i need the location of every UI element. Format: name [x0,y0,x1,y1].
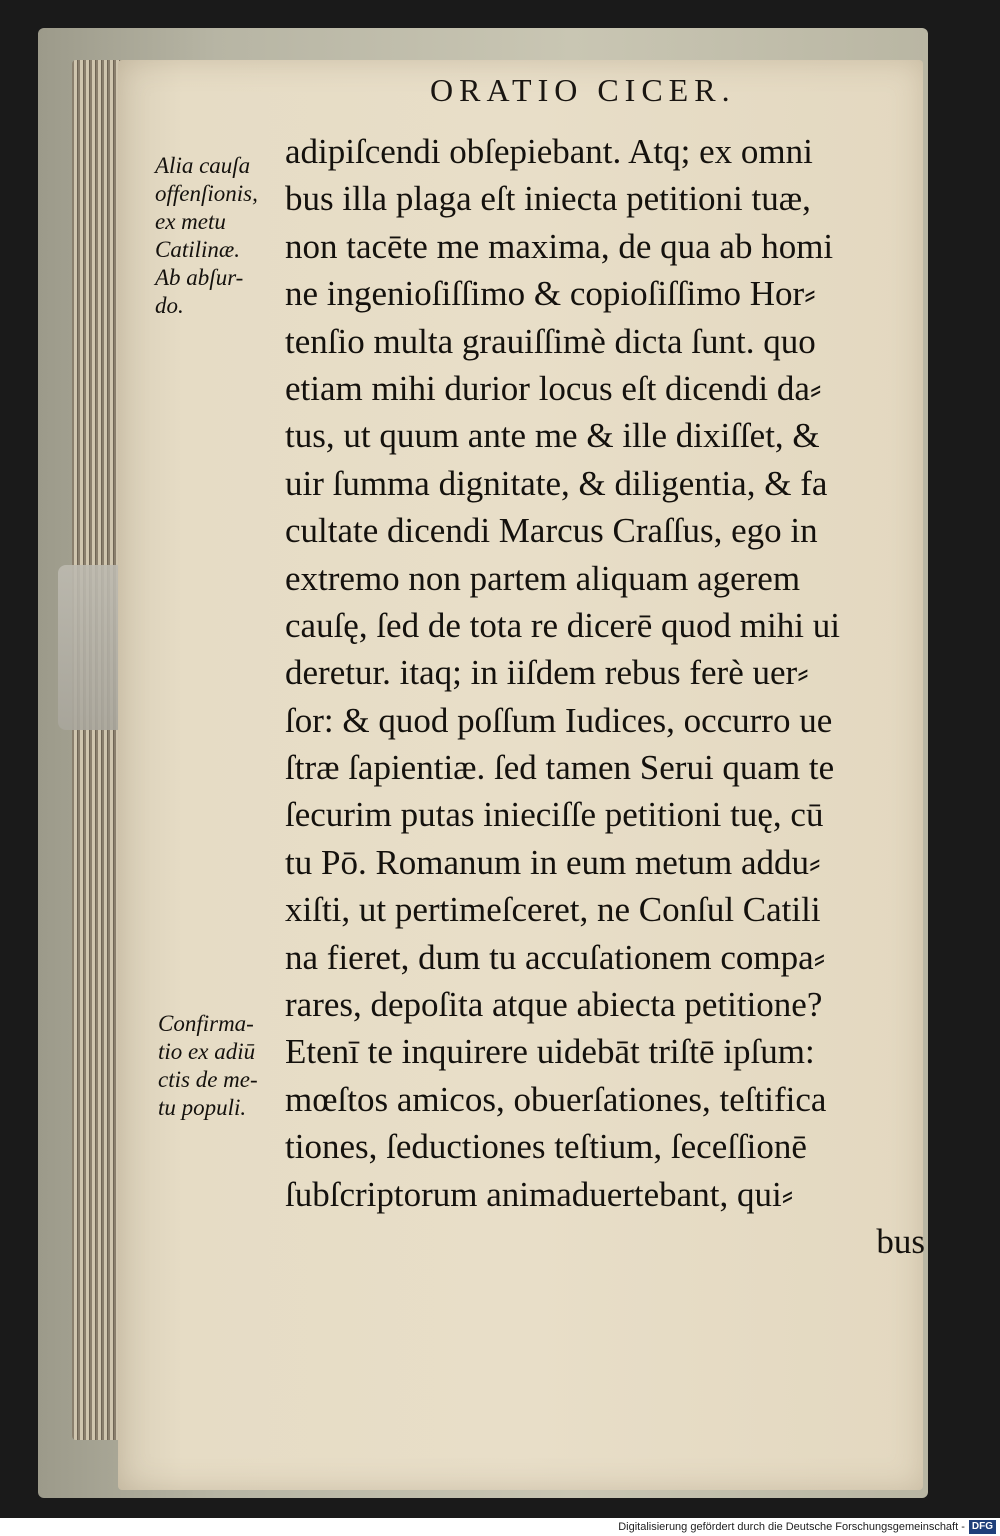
margin-line: Confirma- [158,1011,254,1036]
running-head: ORATIO CICER. [430,72,736,108]
text-line: tenſio multa grauiſſimè dicta ſunt. quo [285,321,816,361]
text-line: tu Pō. Romanum in eum metum addu⸗ [285,842,821,882]
margin-line: Catilinæ. [155,237,240,262]
margin-line: tu populi. [158,1095,247,1120]
margin-line: tio ex adiū [158,1039,256,1064]
margin-line: do. [155,293,184,318]
text-line: ſtræ ſapientiæ. ſed tamen Serui quam te [285,748,835,788]
text-line: ſubſcriptorum animaduertebant, qui⸗ [285,1174,794,1214]
text-line: ſor: & quod poſſum Iudices, occurro ue [285,700,833,740]
text-line: na fieret, dum tu accuſationem compa⸗ [285,937,826,977]
text-line: adipiſcendi obſepiebant. Atq; ex omni [285,132,813,171]
margin-line: Alia cauſa [155,153,251,178]
catchword: bus [876,1221,925,1261]
text-line: uir ſumma dignitate, & diligentia, & fa [285,463,828,503]
text-line: Etenī te inquirere uidebāt triſtē ipſum: [285,1032,815,1072]
text-line: cultate dicendi Marcus Craſſus, ego in [285,511,818,551]
text-line: etiam mihi durior locus eſt dicendi da⸗ [285,368,822,408]
margin-note-confirmation [158,1010,293,1122]
text-line: xiſti, ut pertimeſceret, ne Conſul Catili [285,890,821,930]
text-line: tiones, ſeductiones teſtium, ſeceſſionē [285,1127,807,1167]
margin-line: ctis de me- [158,1067,258,1092]
text-line: non tacēte me maxima, de qua ab homi [285,226,834,266]
footer-credit: Digitalisierung gefördert durch die Deutsche Forschungsgemeinschaft - [618,1521,965,1533]
margin-line: ex metu [155,209,226,234]
main-text-block [285,128,925,1265]
text-line: bus illa plaga eſt iniecta petitioni tuæ, [285,179,811,219]
text-line: ſecurim putas inieciſſe petitioni tuę, cū [285,795,824,835]
text-line: tus, ut quum ante me & ille dixiſſet, & [285,416,820,456]
margin-line: Ab abſur- [155,265,244,290]
footer-bar [0,1518,1000,1536]
text-line: rares, depoſita atque abiecta petitione? [285,985,823,1025]
dfg-logo-icon: DFG [969,1520,996,1534]
text-line: cauſę, ſed de tota re dicerē quod mihi ui [285,605,840,645]
margin-line: offenſionis, [155,181,258,206]
text-line: extremo non partem aliquam agerem [285,558,801,598]
text-line: mœſtos amicos, obuerſationes, teſtifica [285,1079,827,1119]
text-line: deretur. itaq; in iiſdem rebus ferè uer⸗ [285,653,809,693]
margin-note-offense [155,152,290,320]
text-line: ne ingenioſiſſimo & copioſiſſimo Hor⸗ [285,274,816,314]
